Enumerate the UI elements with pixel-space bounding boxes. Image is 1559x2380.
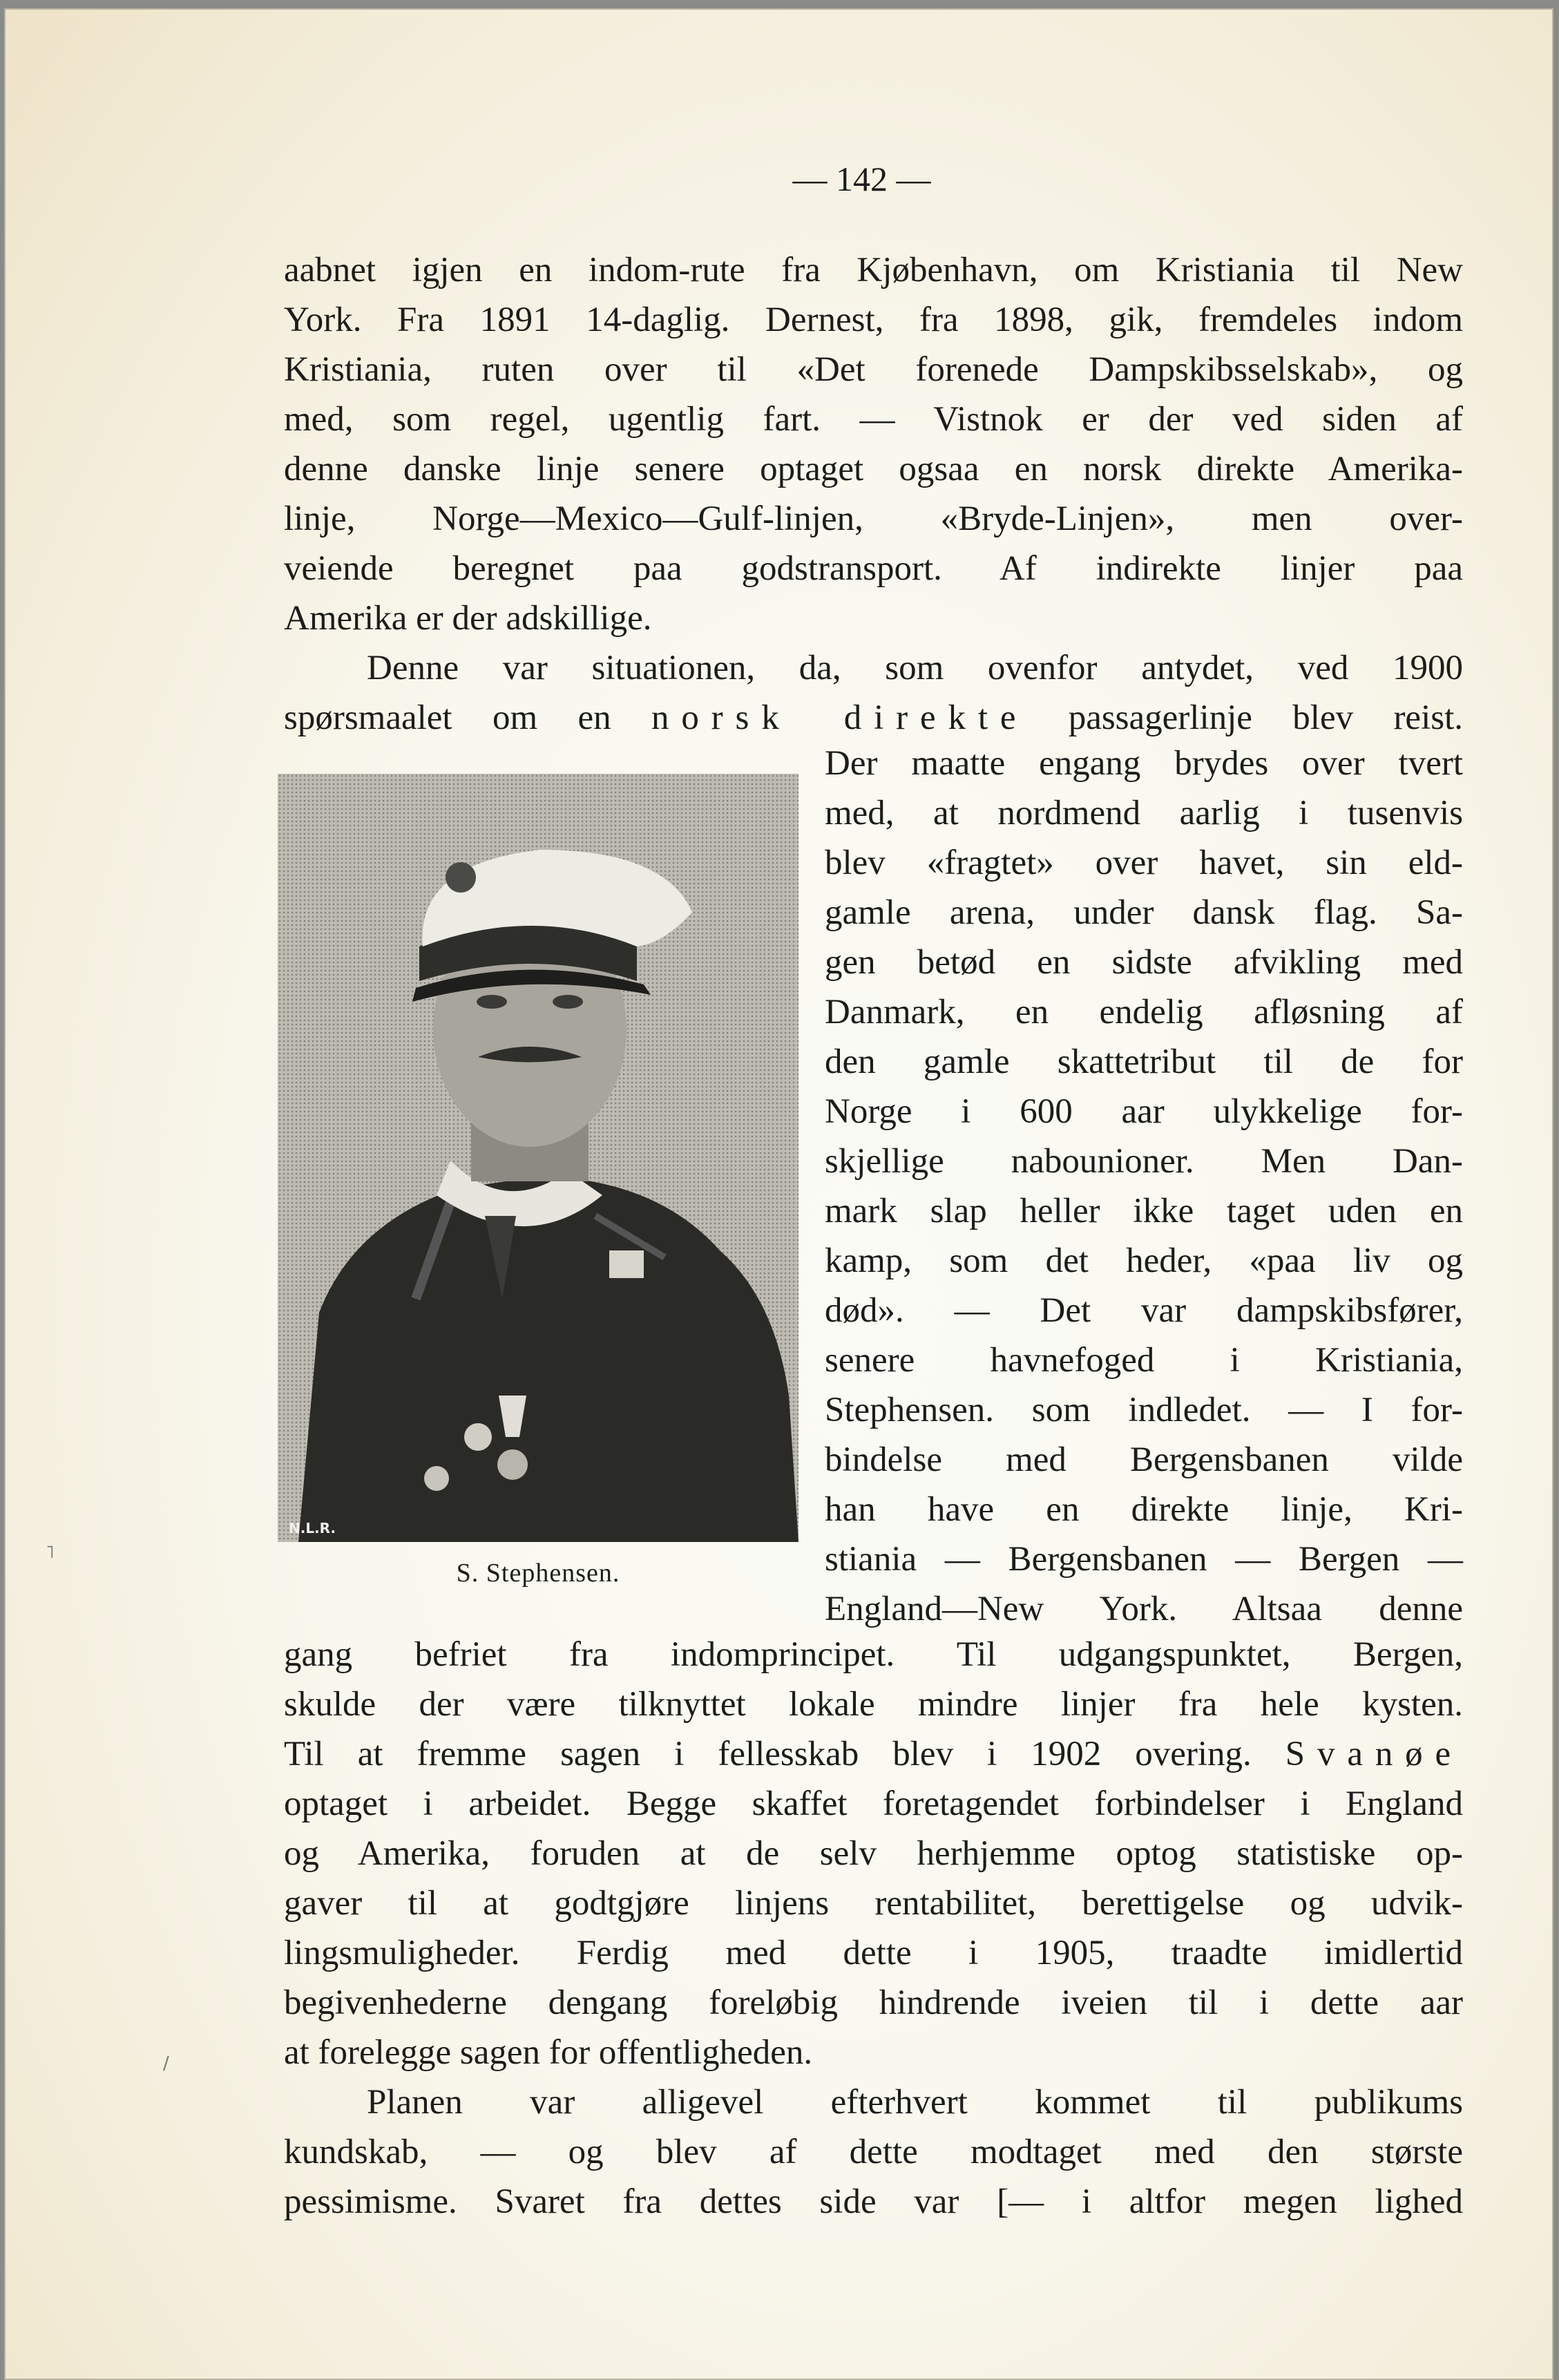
text-line: begivenhederne dengang foreløbig hindrende iveien til i dette aar: [284, 1983, 1463, 2022]
text-line: gang befriet fra indomprincipet. Til udgangspunktet, Bergen,: [284, 1635, 1463, 1674]
text-block-side: [825, 739, 1463, 1634]
text-line: med, at nordmend aarlig i tusenvis: [825, 794, 1463, 832]
portrait-photo: [278, 774, 798, 1542]
text-line: bindelse med Bergensbanen vilde: [825, 1440, 1463, 1479]
text-line: Stephensen. som indledet. — I for-: [825, 1391, 1463, 1429]
text-line: lingsmuligheder. Ferdig med dette i 1905, traadte imidlertid: [284, 1934, 1463, 1972]
text-line: han have en direkte linje, Kri-: [825, 1490, 1463, 1529]
text-line: Der maatte engang brydes over tvert: [825, 744, 1463, 783]
text-line: stiania — Bergensbanen — Bergen —: [825, 1540, 1463, 1579]
text-line: kundskab, — og blev af dette modtaget med den største: [284, 2133, 1463, 2171]
text-line: død». — Det var dampskibsfører,: [825, 1291, 1463, 1330]
text-line-with-spaced-emphasis: [284, 693, 1463, 743]
text-line: Kristiania, ruten over til «Det forenede Dampskibsselskab», og: [284, 350, 1463, 389]
text-line: York. Fra 1891 14-daglig. Dernest, fra 1898, gik, fremdeles indom: [284, 301, 1463, 339]
photo-watermark: N.L.R.: [289, 1520, 336, 1536]
text-line: pessimisme. Svaret fra dettes side var [— i altfor megen lighed: [284, 2182, 1463, 2221]
text-line: kamp, som det heder, «paa liv og: [825, 1241, 1463, 1280]
spaced-emphasis: norsk direkte: [651, 698, 1029, 737]
text-fragment: Til at fremme sagen i fellesskab blev i 1902 overing.: [284, 1735, 1252, 1773]
portrait-figure: [278, 774, 798, 1542]
text-line: aabnet igjen en indom-rute fra Kjøbenhavn, om Kristiania til New: [284, 251, 1463, 289]
text-line: England—New York. Altsaa denne: [825, 1590, 1463, 1628]
text-line: skjellige nabounioner. Men Dan-: [825, 1142, 1463, 1181]
scanned-book-page: [4, 8, 1553, 2380]
text-fragment: passagerlinje blev reist.: [1068, 698, 1463, 737]
text-line: gamle arena, under dansk flag. Sa-: [825, 893, 1463, 932]
margin-mark: ˥: [46, 1542, 55, 1563]
text-fragment: spørsmaalet om en: [284, 698, 611, 737]
text-line: at forelegge sagen for offentligheden.: [284, 2033, 813, 2072]
text-line: med, som regel, ugentlig fart. — Vistnok er der ved siden af: [284, 400, 1463, 439]
text-line-with-spaced-emphasis: [284, 1729, 1463, 1779]
text-line: linje, Norge—Mexico—Gulf-linjen, «Bryde-Linjen», men over-: [284, 499, 1463, 538]
text-line: skulde der være tilknyttet lokale mindre linjer fra hele kysten.: [284, 1685, 1463, 1724]
text-line: gaver til at godtgjøre linjens rentabilitet, berettigelse og udvik-: [284, 1884, 1463, 1923]
paragraph-start-line: Planen var alligevel efterhvert kommet til publikums: [367, 2083, 1463, 2122]
text-line: den gamle skattetribut til de for: [825, 1043, 1463, 1081]
page-number: — 142 —: [792, 160, 931, 198]
text-line: og Amerika, foruden at de selv herhjemme optog statistiske op-: [284, 1834, 1463, 1873]
text-line: mark slap heller ikke taget uden en: [825, 1192, 1463, 1230]
text-block-bottom: [284, 1630, 1463, 2227]
text-line: senere havnefoged i Kristiania,: [825, 1341, 1463, 1380]
text-line: veiende beregnet paa godstransport. Af indirekte linjer paa: [284, 549, 1463, 588]
text-block-top: [284, 245, 1463, 743]
text-line: optaget i arbeidet. Begge skaffet foretagendet forbindelser i England: [284, 1784, 1463, 1823]
text-line: Amerika er der adskillige.: [284, 599, 652, 638]
text-line: blev «fragtet» over havet, sin eld-: [825, 844, 1463, 882]
spaced-emphasis: Svanøe: [1285, 1735, 1464, 1773]
text-line: Danmark, en endelig afløsning af: [825, 993, 1463, 1031]
portrait-illustration: [278, 774, 798, 1542]
text-line: denne danske linje senere optaget ogsaa en norsk direkte Amerika-: [284, 450, 1463, 488]
margin-mark: /: [163, 2053, 169, 2074]
paragraph-start-line: Denne var situationen, da, som ovenfor antydet, ved 1900: [367, 649, 1463, 687]
text-line: gen betød en sidste afvikling med: [825, 943, 1463, 982]
figure-caption: S. Stephensen.: [456, 1559, 620, 1588]
text-line: Norge i 600 aar ulykkelige for-: [825, 1092, 1463, 1131]
